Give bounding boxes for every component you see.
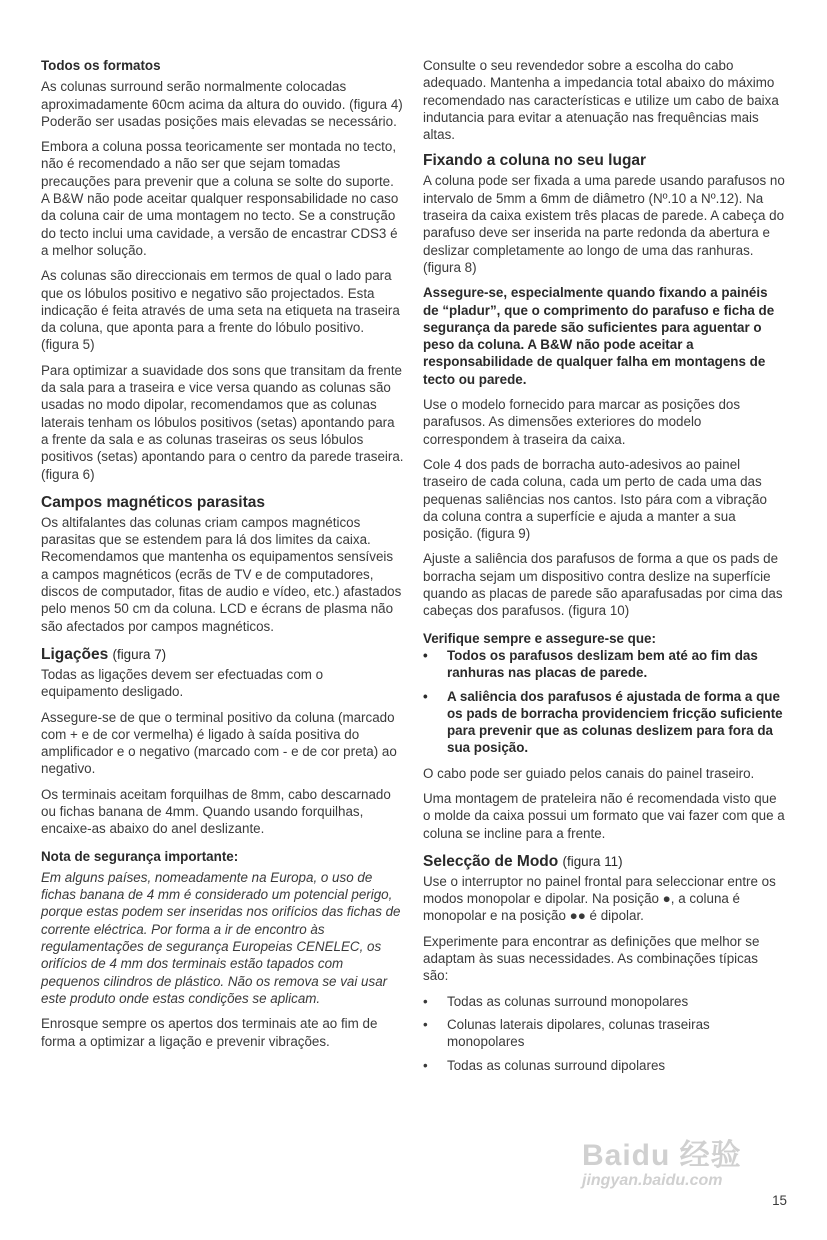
- paragraph: As colunas surround serão normalmente colocadas aproximadamente 60cm acima da altura do ouvido. (figura 4) Poderão ser usadas posições mais elevadas se necessário.: [41, 79, 403, 129]
- paragraph: Uma montagem de prateleira não é recomendada visto que o molde da caixa possui um formato que vai fazer com que a coluna se incline para a frente.: [423, 790, 785, 841]
- paragraph: Os altifalantes das colunas criam campos magnéticos parasitas que se estendem para lá dos limites da caixa. Recomendamos que mantenha os equipamentos sensíveis a campos magnéticos (ecrãs de TV e de computadores, discos de computador, fitas de audio e vídeo, etc.) afastados pelo menos 50 cm da coluna. LCD e écrans de plasma não são afectados por campos magnéticos.: [41, 514, 402, 634]
- paragraph: Experimente para encontrar as definições que melhor se adaptam às suas necessidades. As combinações típicas são:: [423, 933, 760, 984]
- paragraph: O cabo pode ser guiado pelos canais do painel traseiro.: [423, 765, 755, 781]
- heading-mode-selection: [423, 852, 785, 871]
- paragraph: Use o modelo fornecido para marcar as posições dos parafusos. As dimensões exteriores do modelo correspondem à traseira da caixa.: [423, 397, 741, 447]
- bullet: •: [423, 647, 428, 663]
- verify-list: [423, 647, 785, 757]
- figure-reference: (figura 11): [562, 853, 623, 869]
- bullet: •: [423, 993, 428, 1009]
- heading-connections: [41, 645, 404, 664]
- safety-paragraph: Em alguns países, nomeadamente na Europa, o uso de fichas banana de 4 mm é considerado um potencial perigo, porque estas podem ser inseridas nos orifícios das fichas de corrente eléctrica. Por forma a ir de encontro às regulamentações de segurança Europeias CENELEC, os orifícios de 4 mm dos terminais estão tapados com pequenos cilindros de plástico. Não os remova se vai usar este produto onde estas condições se aplicam.: [41, 869, 401, 1006]
- paragraph: Todas as ligações devem ser efectuadas com o equipamento desligado.: [41, 666, 324, 700]
- list-item: • Todas as colunas surround dipolares: [423, 1057, 666, 1073]
- paragraph: Ajuste a saliência dos parafusos de forma a que os pads de borracha sejam um dispositivo contra deslize na superfície quando as placas de parede são aparafusadas por cima das cabeças dos parafusos. (figura 10): [423, 551, 783, 619]
- watermark-logo: Baidu 经验: [582, 1139, 742, 1172]
- heading-fixing: Fixando a coluna no seu lugar: [423, 152, 647, 170]
- watermark-url: jingyan.baidu.com: [582, 1172, 723, 1189]
- right-column: [423, 57, 785, 1082]
- paragraph: Cole 4 dos pads de borracha auto-adesivos ao painel traseiro de cada coluna, cada um perto de cada uma das pequenas saliências nos cantos. Isto pára com a vibração da coluna contra a superfície e ajuda a manter a sua posição. (figura 9): [423, 456, 767, 542]
- warning-paragraph: Assegure-se, especialmente quando fixando a painéis de “pladur”, que o comprimento do parafuso e ficha de segurança da parede são suficientes para aguentar o peso da coluna. A B&W não pode aceitar a responsabilidade de qualquer falha em montagens de tecto ou parede.: [423, 285, 775, 387]
- paragraph: Assegure-se de que o terminal positivo da coluna (marcado com + e de cor vermelha) é ligado à saída positiva do amplificador e o negativo (marcado com - e de cor preta) ao negativo.: [41, 709, 397, 777]
- list-item: • A saliência dos parafusos é ajustada de forma a que os pads de borracha providenciem fricção suficiente para prevenir que as colunas deslizem para fora da sua posição.: [423, 688, 783, 756]
- figure-reference: (figura 7): [112, 646, 167, 662]
- combination-list: [423, 993, 785, 1074]
- paragraph: As colunas são direccionais em termos de qual o lado para que os lóbulos positivo e negativo são projectados. Esta indicação é feita através de uma seta na etiqueta na traseira da coluna, que aponta para a frente do lóbulo positivo. (figura 5): [41, 268, 400, 353]
- paragraph: Para optimizar a suavidade dos sons que transitam da frente da sala para a traseira e vice versa quando as colunas são usadas no modo dipolar, recomendamos que as colunas laterais tenham os lóbulos positivos (setas) apontando para a frente da sala e as colunas traseiras os seus lóbulos positivos (setas) apontando para o centro da parede traseira. (figura 6): [41, 362, 404, 482]
- heading-safety-note: Nota de segurança importante:: [41, 848, 239, 864]
- paragraph: Use o interruptor no painel frontal para seleccionar entre os modos monopolar e dipolar. Na posição ●, a coluna é monopolar e na posição ●● é dipolar.: [423, 873, 776, 924]
- list-item: • Todas as colunas surround monopolares: [423, 993, 689, 1009]
- list-item: • Colunas laterais dipolares, colunas traseiras monopolares: [423, 1016, 710, 1050]
- bullet: •: [423, 688, 428, 704]
- paragraph: Embora a coluna possa teoricamente ser montada no tecto, não é recomendado a não ser que sejam tomadas precauções para prevenir que a coluna se solte do suporte. A B&W não pode aceitar qualquer responsabilidade no caso da coluna cair de uma montagem no tecto. Se a construção do tecto inclui uma cavidade, a versão de encastrar CDS3 é a melhor solução.: [41, 139, 399, 258]
- paragraph: Enrosque sempre os apertos dos terminais ate ao fim de forma a optimizar a ligação e prevenir vibrações.: [41, 1016, 378, 1049]
- left-column: [41, 57, 404, 1058]
- bullet: •: [423, 1016, 428, 1032]
- heading-all-formats: Todos os formatos: [41, 58, 161, 73]
- heading-magnetic-fields: Campos magnéticos parasitas: [41, 493, 265, 511]
- bullet: •: [423, 1057, 428, 1073]
- paragraph: Os terminais aceitam forquilhas de 8mm, cabo descarnado ou fichas banana de 4mm. Quando usando forquilhas, encaixe-as abaixo do anel deslizante.: [41, 786, 391, 837]
- heading-connections-title: Ligações: [41, 645, 109, 663]
- page-number: 15: [772, 1193, 787, 1208]
- paragraph: Consulte o seu revendedor sobre a escolha do cabo adequado. Mantenha a impedancia total abaixo do máximo recomendado nas características e utilize um cabo de baixa indutancia para evitar a atenuação nas frequências mais altas.: [423, 58, 779, 143]
- paragraph: A coluna pode ser fixada a uma parede usando parafusos no intervalo de 5mm a 6mm de diâmetro (Nº.10 a Nº.12). Na traseira da caixa existem três placas de parede. A cabeça do parafuso deve ser inserida na parte redonda da abertura e deslizar completamente ao longo de uma das ranhuras. (figura 8): [423, 173, 785, 275]
- heading-mode-title: Selecção de Modo: [423, 852, 559, 870]
- heading-verify: Verifique sempre e assegure-se que:: [423, 630, 656, 646]
- list-item: • Todos os parafusos deslizam bem até ao fim das ranhuras nas placas de parede.: [423, 647, 758, 681]
- baidu-watermark: [582, 1130, 742, 1190]
